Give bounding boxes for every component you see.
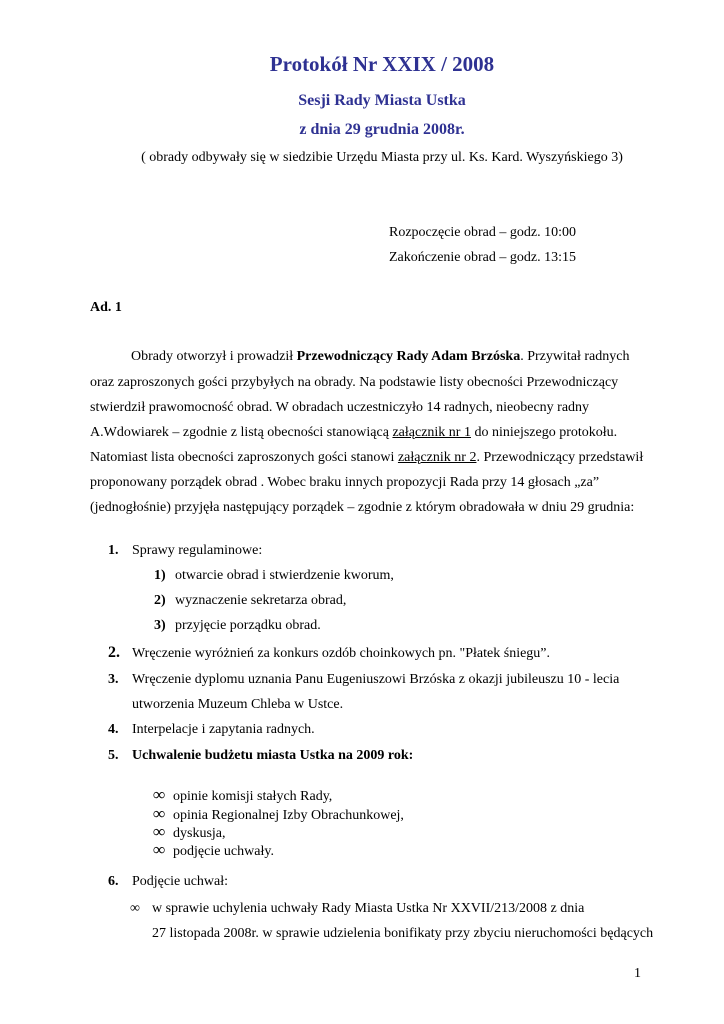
start-time: Rozpoczęcie obrad – godz. 10:00 bbox=[389, 225, 576, 240]
body-line-7: (jednogłośnie) przyjęła następujący porządek – zgodnie z którym obradowała w dniu 29 grudnia: bbox=[90, 500, 635, 515]
body-line-3: stwierdził prawomocność obrad. W obradach uczestniczyło 14 radnych, nieobecny radny bbox=[90, 400, 590, 415]
attachment-1-link: załącznik nr 1 bbox=[392, 425, 471, 440]
budget-bullet-1-text: opinie komisji stałych Rady, bbox=[173, 789, 333, 804]
body-line-4-c: do niniejszego protokołu. bbox=[470, 425, 618, 440]
budget-bullet-3 bbox=[153, 822, 226, 842]
agenda-subitem-3 bbox=[154, 618, 321, 634]
agenda-subitem-3-text: przyjęcie porządku obrad. bbox=[175, 618, 321, 633]
agenda-item-3-text-b: utworzenia Muzeum Chleba w Ustce. bbox=[132, 697, 344, 712]
budget-bullet-3-text: dyskusja, bbox=[173, 826, 226, 841]
resolution-item-1 bbox=[130, 901, 584, 917]
agenda-item-5-text: Uchwalenie budżetu miasta Ustka na 2009 rok: bbox=[132, 748, 414, 763]
agenda-item-2-text: Wręczenie wyróżnień za konkurs ozdób choinkowych pn. "Płatek śniegu”. bbox=[132, 646, 551, 661]
resolution-item-1-text-b: 27 listopada 2008r. w sprawie udzielenia bonifikaty przy zbyciu nieruchomości będących bbox=[152, 926, 654, 941]
page-number: 1 bbox=[634, 966, 641, 981]
body-line-1-c: . Przywitał radnych bbox=[520, 349, 630, 364]
budget-bullet-4-text: podjęcie uchwały. bbox=[173, 844, 274, 859]
agenda-item-4 bbox=[108, 722, 315, 738]
infinity-bullet-icon: ∞ bbox=[130, 901, 140, 916]
body-line-2: oraz zaproszonych gości przybyłych na obrady. Na podstawie listy obecności Przewodniczący bbox=[90, 375, 619, 390]
infinity-bullet-icon: ∞ bbox=[153, 785, 166, 804]
infinity-bullet-icon: ∞ bbox=[153, 822, 166, 841]
agenda-item-6 bbox=[108, 874, 228, 890]
agenda-subitem-1 bbox=[154, 568, 394, 584]
document-title: Protokół Nr XXIX / 2008 bbox=[269, 52, 495, 76]
agenda-item-1-text: Sprawy regulaminowe: bbox=[132, 543, 263, 558]
body-line-4-a: A.Wdowiarek – zgodnie z listą obecności stanowiącą bbox=[90, 425, 393, 440]
agenda-item-4-text: Interpelacje i zapytania radnych. bbox=[132, 722, 315, 737]
agenda-item-6-text: Podjęcie uchwał: bbox=[132, 874, 229, 889]
document-subtitle: Sesji Rady Miasta Ustka bbox=[298, 92, 466, 109]
budget-bullet-4 bbox=[153, 840, 274, 860]
body-line-5-a: Natomiast lista obecności zaproszonych gości stanowi bbox=[90, 450, 398, 465]
agenda-item-2-number: 2. bbox=[108, 644, 120, 661]
agenda-subitem-3-number: 3) bbox=[154, 618, 166, 633]
agenda-item-2 bbox=[108, 644, 550, 662]
body-line-6: proponowany porządek obrad . Wobec braku innych propozycji Rada przy 14 głosach „za” bbox=[90, 475, 600, 490]
agenda-item-1 bbox=[108, 543, 262, 559]
body-line-4 bbox=[90, 425, 617, 441]
budget-bullet-2-text: opinia Regionalnej Izby Obrachunkowej, bbox=[173, 808, 404, 823]
infinity-bullet-icon: ∞ bbox=[153, 840, 166, 859]
agenda-subitem-1-number: 1) bbox=[154, 568, 166, 583]
attachment-2-link: załącznik nr 2 bbox=[397, 450, 477, 465]
agenda-item-1-number: 1. bbox=[108, 543, 119, 558]
agenda-subitem-2 bbox=[154, 593, 346, 609]
document-note: ( obrady odbywały się w siedzibie Urzędu Miasta przy ul. Ks. Kard. Wyszyńskiego 3) bbox=[141, 150, 623, 165]
agenda-item-3 bbox=[108, 672, 619, 688]
budget-bullet-2 bbox=[153, 804, 404, 824]
agenda-item-3-text-a: Wręczenie dyplomu uznania Panu Eugeniuszowi Brzóska z okazji jubileuszu 10 - lecia bbox=[132, 672, 620, 687]
agenda-item-4-number: 4. bbox=[108, 722, 119, 737]
agenda-subitem-2-text: wyznaczenie sekretarza obrad, bbox=[175, 593, 347, 608]
resolution-item-1-text-a: w sprawie uchylenia uchwały Rady Miasta Ustka Nr XXVII/213/2008 z dnia bbox=[152, 901, 585, 916]
section-heading: Ad. 1 bbox=[90, 300, 122, 315]
agenda-subitem-2-number: 2) bbox=[154, 593, 166, 608]
document-date: z dnia 29 grudnia 2008r. bbox=[299, 121, 465, 138]
body-line-1 bbox=[131, 349, 629, 365]
chairman-name: Przewodniczący Rady Adam Brzóska bbox=[296, 349, 521, 364]
body-line-5-c: . Przewodniczący przedstawił bbox=[476, 450, 644, 465]
end-time: Zakończenie obrad – godz. 13:15 bbox=[389, 250, 576, 265]
agenda-item-5-number: 5. bbox=[108, 748, 119, 763]
infinity-bullet-icon: ∞ bbox=[153, 804, 166, 823]
agenda-subitem-1-text: otwarcie obrad i stwierdzenie kworum, bbox=[175, 568, 394, 583]
agenda-item-3-number: 3. bbox=[108, 672, 119, 687]
agenda-item-5 bbox=[108, 748, 413, 764]
body-line-1-a: Obrady otworzył i prowadził bbox=[131, 349, 297, 364]
body-line-5 bbox=[90, 450, 643, 466]
agenda-item-6-number: 6. bbox=[108, 874, 119, 889]
budget-bullet-1 bbox=[153, 785, 332, 805]
